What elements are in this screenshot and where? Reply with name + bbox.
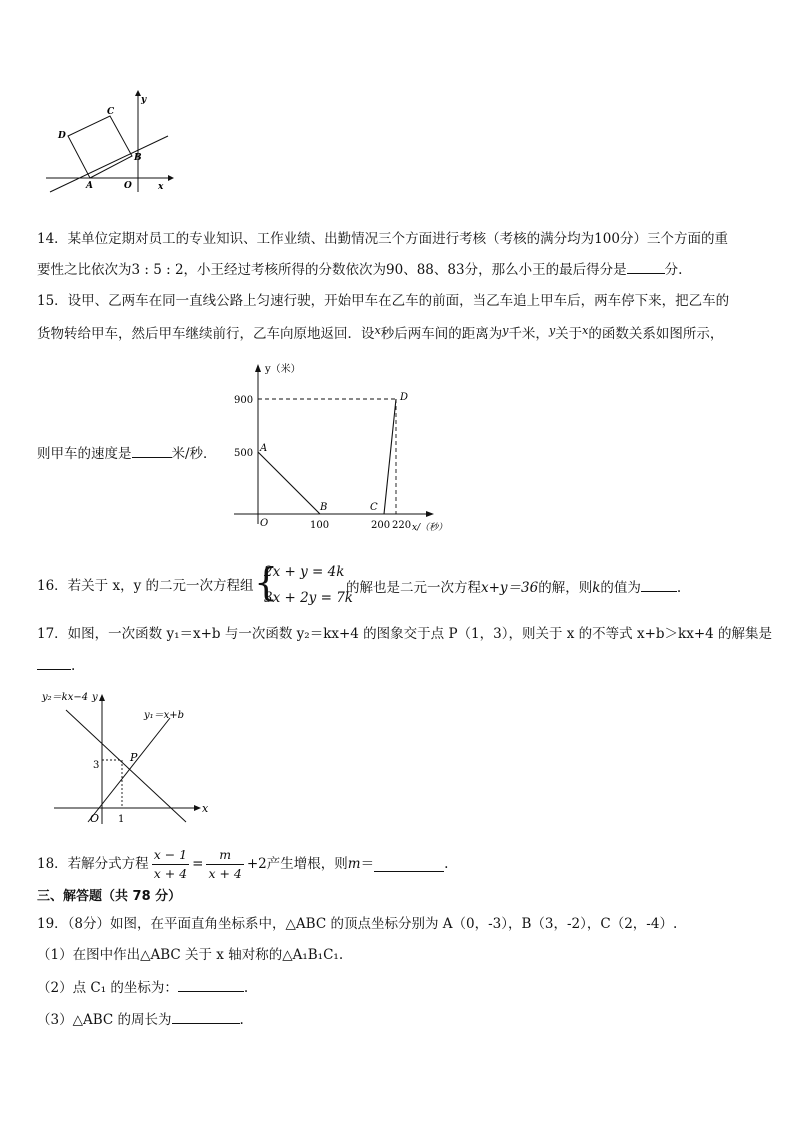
q18-prefix: 18．若解分式方程 (37, 856, 149, 872)
fig17-label-x: x (202, 802, 209, 815)
fig13-label-a: A (86, 181, 93, 191)
q16-eq: x+y＝36 (481, 580, 539, 596)
q18-line (37, 842, 448, 886)
q19-part3 (37, 1009, 244, 1029)
fig15-tick-220: 220 (392, 520, 412, 531)
fig17-label-p: P (130, 751, 138, 764)
fig15-tick-900: 900 (234, 395, 254, 406)
q18-fraction1 (152, 846, 189, 883)
q16-end: . (676, 580, 682, 596)
q18-plus: +2 (246, 856, 267, 872)
q15-line3 (37, 443, 217, 463)
q15-answer-blank[interactable] (132, 443, 172, 458)
fig13-label-x: x (158, 182, 164, 192)
q15-line2 (37, 322, 723, 343)
q18-den2: x + 4 (208, 865, 242, 881)
fig15-label-d: D (400, 392, 409, 403)
q15-var-x2: x (582, 324, 589, 337)
q15-line3-b: 米/秒． (171, 446, 217, 462)
q19-part3-b: . (239, 1012, 244, 1028)
q15-line2-c: 千米， (508, 326, 549, 342)
q15-line2-b: 秒后两车间的距离为 (380, 326, 503, 342)
q19-part2-blank[interactable] (178, 977, 244, 992)
q15-var-y: y (502, 324, 509, 337)
q18-eq: = (192, 856, 204, 872)
q16-middle: 的解也是二元一次方程 (346, 580, 481, 596)
q14-line2-text: 要性之比依次为3 : 5 : 2，小王经过考核所得的分数依次为90、88、83分，那么小王的最后得分是 (37, 262, 627, 278)
q15-line2-e: 的函数关系如图所示， (588, 326, 724, 342)
fig13-label-y: y (141, 95, 147, 105)
q14-line1: 14．某单位定期对员工的专业知识、工作业绩、出勤情况三个方面进行考核（考核的满分均为100分）三个方面的重 (37, 231, 728, 247)
q16-suffix (346, 577, 681, 597)
q18-middle: 产生增根，则 (266, 856, 348, 872)
q18-eq2: ＝ (360, 856, 375, 872)
q16-eq1: 2x + y = 4k (264, 564, 345, 580)
fig17-label-y2: y₂＝kx−4 (42, 692, 89, 703)
q16-answer-blank[interactable] (641, 577, 677, 592)
q15-var-x: x (374, 324, 381, 337)
q16-suffix-a: 的解，则 (538, 580, 593, 596)
fig17-label-y: y (92, 692, 98, 703)
section3-title: 三、解答题（共 78 分） (37, 889, 182, 904)
figure-q15 (226, 358, 456, 538)
q15-line1: 15．设甲、乙两车在同一直线公路上匀速行驶，开始甲车在乙车的前面，当乙车追上甲车后，两车停下来，把乙车的 (37, 293, 730, 309)
q15-line3-a: 则甲车的速度是 (37, 446, 132, 462)
q15-var-y2: y (548, 324, 556, 337)
fig13-label-d: D (58, 131, 66, 141)
q17-answer-blank[interactable] (37, 655, 71, 670)
q18-num2: m (206, 846, 243, 865)
fig17-label-1: 1 (118, 814, 125, 825)
fig15-label-c: C (370, 502, 378, 513)
fig15-label-b: B (320, 502, 328, 513)
q19-part2-a: （2）点 C₁ 的坐标为： (37, 980, 178, 996)
fig17-label-3: 3 (93, 760, 100, 771)
q17-line2 (37, 655, 75, 675)
q14-line2 (37, 259, 682, 279)
q18-den1: x + 4 (153, 865, 188, 881)
fig15-tick-100: 100 (310, 520, 330, 531)
q19-part2 (37, 977, 248, 997)
q16-brace: { (254, 560, 279, 604)
fig15-label-a: A (260, 443, 268, 454)
q18-num1: x − 1 (152, 846, 189, 865)
fig15-tick-200: 200 (371, 520, 391, 531)
q14-line2-end: 分. (664, 262, 683, 278)
figure-q13 (40, 88, 180, 198)
q15-line2-d: 关于 (555, 326, 583, 342)
q14-answer-blank[interactable] (627, 259, 665, 274)
q16-prefix: 16．若关于 x，y 的二元一次方程组 (37, 578, 254, 594)
fig13-label-o: O (124, 181, 132, 191)
q18-end: . (444, 856, 449, 872)
q18-answer-blank[interactable] (374, 857, 444, 872)
fig15-label-o: O (260, 518, 269, 529)
q19-part3-blank[interactable] (172, 1009, 240, 1024)
q15-line2-a: 货物转给甲车，然后甲车继续前行，乙车向原地返回．设 (37, 326, 375, 342)
q19-part2-b: . (243, 980, 249, 996)
q16-var-k: k (592, 580, 601, 596)
fig17-label-y1: y₁＝x+b (144, 710, 185, 721)
q16-suffix-b: 的值为 (600, 580, 641, 596)
figure-q17 (40, 686, 220, 826)
q18-var-m: m (347, 856, 361, 872)
fig15-x-label: x/（秒） (412, 523, 448, 533)
q19-part1: （1）在图中作出△ABC 关于 x 轴对称的△A₁B₁C₁. (37, 947, 344, 963)
q17-end: . (71, 658, 76, 674)
q18-fraction2 (206, 846, 243, 883)
fig15-tick-500: 500 (234, 448, 254, 459)
fig15-y-label: y（米） (265, 364, 301, 375)
fig13-label-b: B (134, 153, 142, 163)
q16-eq2: 3x + 2y = 7k (264, 590, 353, 606)
q17-line1: 17．如图，一次函数 y₁＝x+b 与一次函数 y₂＝kx+4 的图象交于点 P（1，3），则关于 x 的不等式 x+b＞kx+4 的解集是 (37, 626, 773, 642)
fig17-label-o: O (90, 812, 100, 825)
q19-part3-a: （3）△ABC 的周长为 (37, 1012, 172, 1028)
fig13-label-c: C (107, 107, 115, 117)
q19-line1: 19．（8分）如图，在平面直角坐标系中，△ABC 的顶点坐标分别为 A（0，-3），B（3，-2），C（2，-4）. (37, 916, 678, 932)
